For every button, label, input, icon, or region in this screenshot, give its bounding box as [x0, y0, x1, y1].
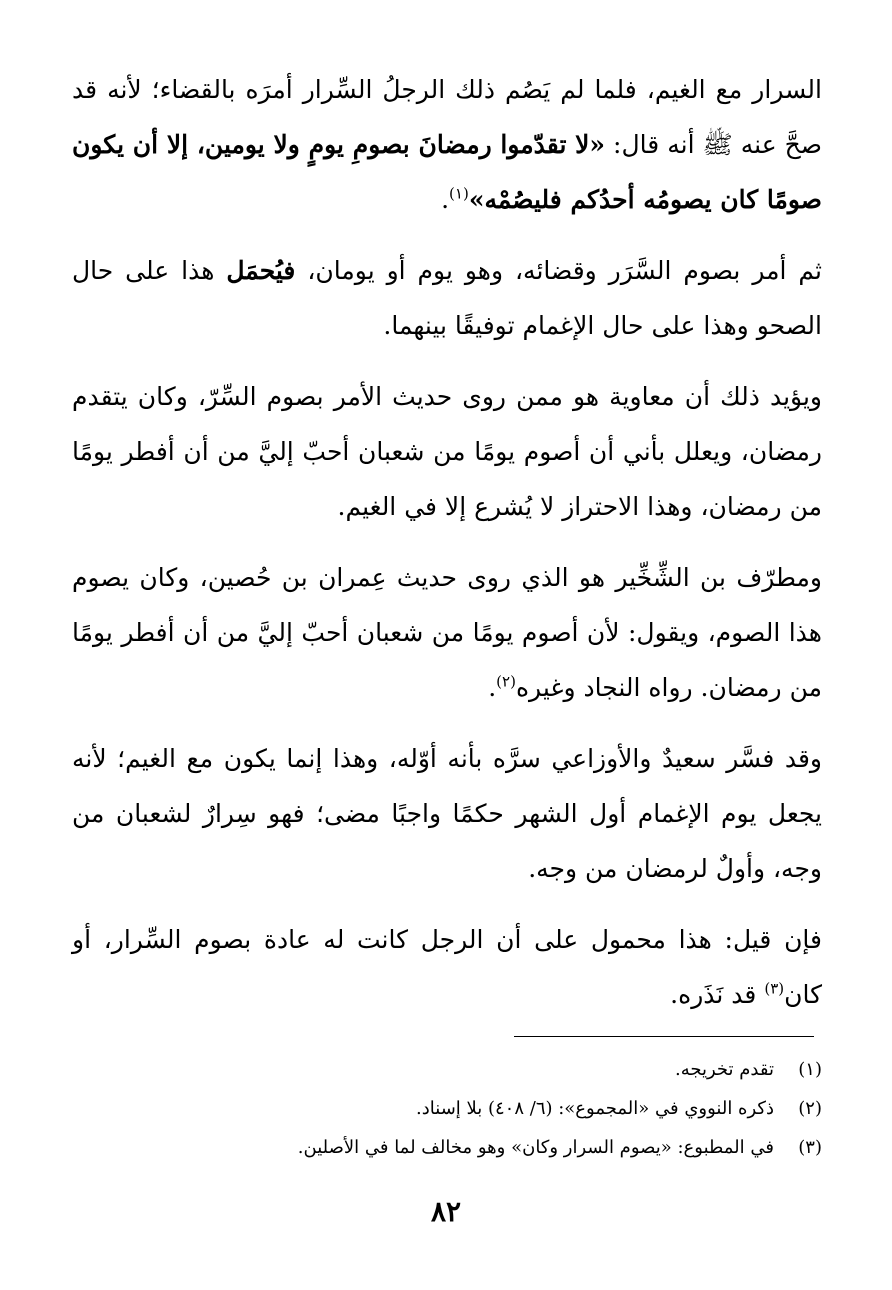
paragraph-4	[72, 550, 822, 715]
footnote-text: تقدم تخريجه.	[675, 1059, 774, 1080]
paragraph-1-text: السرار مع الغيم، فلما لم يَصُم ذلك الرجلُ السِّرار أمرَه بالقضاء؛ لأنه قد صحَّ عنه ﷺ أنه قال:	[72, 75, 822, 159]
footnote-text: في المطبوع: «يصوم السرار وكان» وهو مخالف لما في الأصلين.	[297, 1137, 774, 1158]
footnote-number: (٣)	[798, 1137, 822, 1158]
paragraph-4-text: ومطرّف بن الشِّخِّير هو الذي روى حديث عِمران بن حُصين، وكان يصوم هذا الصوم، ويقول: لأن أصوم يومًا من شعبان أحبّ إليَّ من أن أفطر يومًا من رمضان. رواه النجاد وغيره	[72, 563, 822, 702]
footnote-3	[72, 1128, 822, 1167]
paragraph-2-text: ثم أمر بصوم السَّرَر وقضائه، وهو يوم أو يومان،	[295, 256, 822, 285]
paragraph-6	[72, 912, 822, 1022]
footnote-1	[72, 1050, 822, 1089]
paragraph-3	[72, 369, 822, 534]
footnote-number: (١)	[798, 1059, 822, 1080]
paragraph-2-bold: فيُحمَل	[226, 256, 296, 285]
page-number: ٨٢	[430, 1195, 462, 1228]
footnote-ref-3[interactable]: (٣)	[764, 979, 785, 998]
paragraph-3-text: ويؤيد ذلك أن معاوية هو ممن روى حديث الأمر بصوم السِّرّ، وكان يتقدم رمضان، ويعلل بأني أن أصوم يومًا من شعبان أحبّ إليَّ من أن أفطر يومًا من رمضان، وهذا الاحتراز لا يُشرع إلا في الغيم.	[72, 382, 822, 521]
footnote-ref-2[interactable]: (٢)	[496, 672, 516, 691]
paragraph-1-end: .	[441, 185, 450, 214]
footnote-separator	[514, 1036, 814, 1037]
paragraph-2	[72, 243, 822, 353]
paragraph-4-end: .	[488, 673, 497, 702]
paragraph-6-end: قد نَذَره.	[670, 980, 765, 1009]
footnote-number: (٢)	[798, 1098, 822, 1119]
paragraph-5-text: وقد فسَّر سعيدٌ والأوزاعي سرَّه بأنه أوّله، وهذا إنما يكون مع الغيم؛ لأنه يجعل يوم الإغمام أول الشهر حكمًا واجبًا مضى؛ فهو سِرارٌ لشعبان من وجه، وأولٌ لرمضان من وجه.	[72, 744, 823, 883]
paragraph-1	[72, 62, 822, 227]
footnote-2	[72, 1089, 822, 1128]
footnote-ref-1[interactable]: (١)	[449, 184, 469, 203]
paragraph-2-end: هذا على حال الصحو وهذا على حال الإغمام توفيقًا بينهما.	[72, 256, 822, 340]
paragraph-5	[72, 731, 822, 896]
footnote-text: ذكره النووي في «المجموع»: (٦/ ٤٠٨) بلا إسناد.	[416, 1098, 774, 1119]
paragraph-6-text: فإن قيل: هذا محمول على أن الرجل كانت له عادة بصوم السِّرار، أو كان	[72, 925, 822, 1009]
hadith-quote: «لا تقدّموا رمضانَ بصومِ يومٍ ولا يومين، إلا أن يكون صومًا كان يصومُه أحدُكم فليصُمْه»	[72, 130, 822, 214]
footnotes	[72, 1050, 822, 1167]
main-text	[72, 62, 822, 1038]
